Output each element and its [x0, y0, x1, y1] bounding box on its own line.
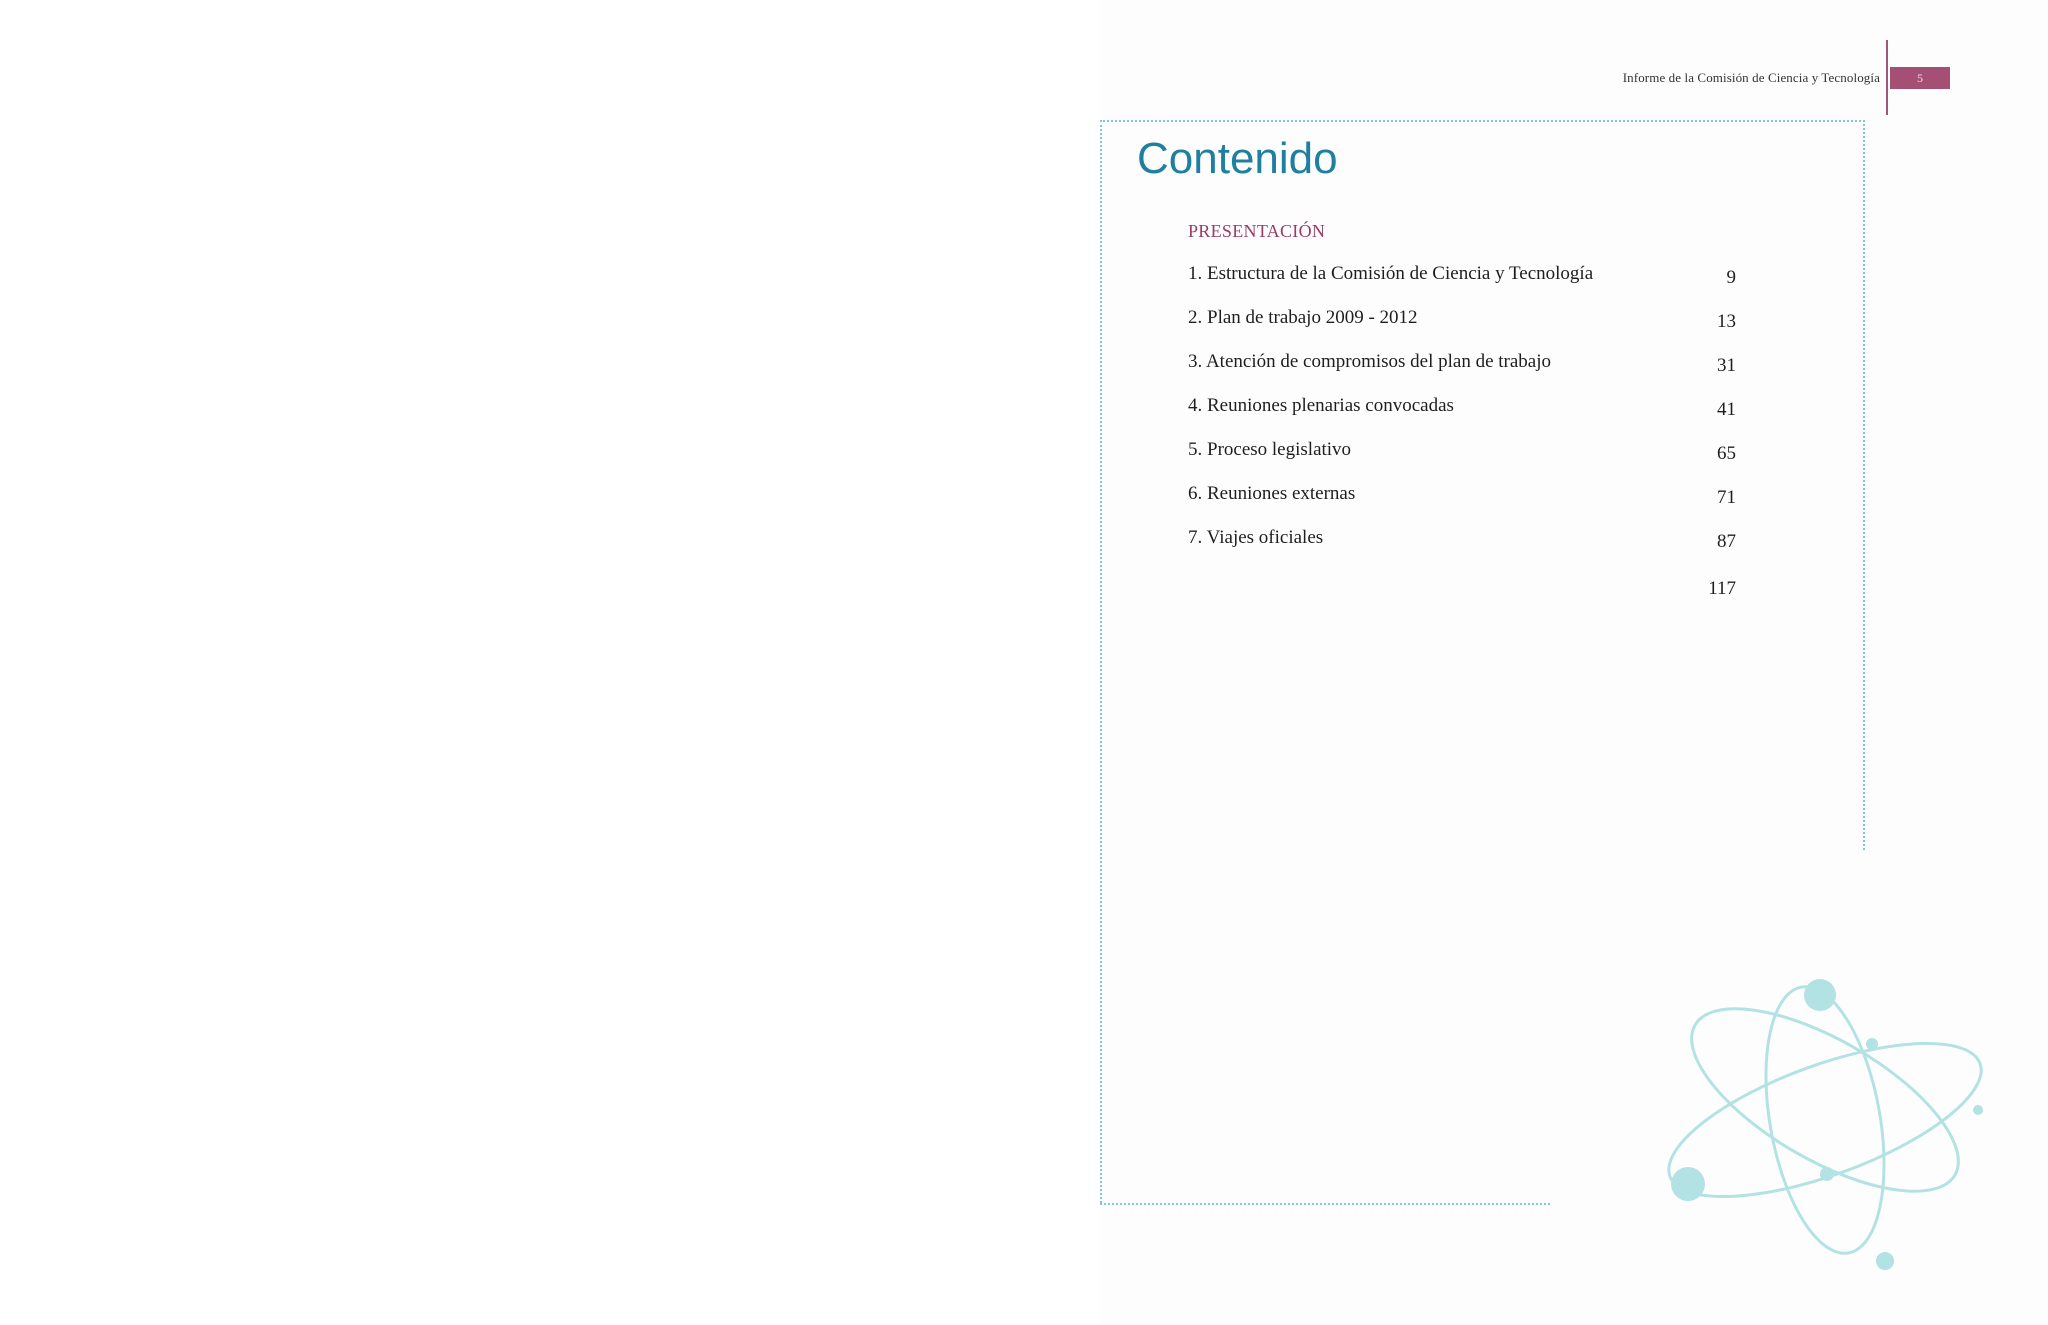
toc-extra-page-number: 117: [1708, 578, 1736, 599]
toc-entry-page: 13: [1717, 311, 1736, 332]
toc-entry-label: 4. Reuniones plenarias convocadas: [1188, 395, 1454, 416]
toc-list: [1188, 263, 1736, 571]
frame-border-right: [1863, 120, 1865, 850]
atom-particle: [1804, 979, 1836, 1011]
atom-particle: [1866, 1038, 1878, 1050]
atom-particle: [1876, 1252, 1894, 1270]
toc-entry[interactable]: [1188, 307, 1736, 351]
toc-entry-page: 9: [1726, 267, 1736, 288]
toc-entry-label: 5. Proceso legislativo: [1188, 439, 1352, 460]
atom-orbit: [1665, 973, 1985, 1227]
toc-entry-page: 65: [1717, 443, 1736, 464]
atom-orbit: [1747, 978, 1902, 1263]
toc-entry-label: 3. Atención de compromisos del plan de trabajo: [1188, 351, 1552, 372]
toc-entry[interactable]: [1188, 351, 1736, 395]
toc-section-label: PRESENTACIÓN: [1188, 221, 1326, 241]
toc-entry-page: 41: [1717, 399, 1736, 420]
toc-entry-page: 31: [1717, 355, 1736, 376]
atom-particle: [1671, 1167, 1705, 1201]
running-header-title: Informe de la Comisión de Ciencia y Tecnología: [1622, 70, 1880, 85]
atom-particle: [1973, 1105, 1983, 1115]
atom-icon: [1660, 970, 1990, 1270]
toc-title: Contenido: [1137, 134, 1338, 183]
page-number-badge: 5: [1890, 67, 1950, 89]
toc-entry-label: 7. Viajes oficiales: [1188, 527, 1324, 548]
toc-entry[interactable]: [1188, 483, 1736, 527]
atom-particle: [1820, 1167, 1834, 1181]
toc-entry[interactable]: [1188, 439, 1736, 483]
toc-entry[interactable]: [1188, 263, 1736, 307]
toc-entry[interactable]: [1188, 527, 1736, 571]
toc-entry-page: 87: [1717, 531, 1736, 552]
frame-border-top: [1100, 120, 1865, 122]
toc-entry-label: 6. Reuniones externas: [1188, 483, 1356, 504]
header-divider: [1886, 40, 1888, 115]
frame-border-left: [1100, 120, 1102, 1203]
frame-border-bottom: [1100, 1203, 1550, 1205]
toc-entry[interactable]: [1188, 395, 1736, 439]
toc-entry-label: 1. Estructura de la Comisión de Ciencia y Tecnología: [1188, 263, 1594, 284]
toc-entry-page: 71: [1717, 487, 1736, 508]
toc-entry-label: 2. Plan de trabajo 2009 - 2012: [1188, 307, 1418, 328]
